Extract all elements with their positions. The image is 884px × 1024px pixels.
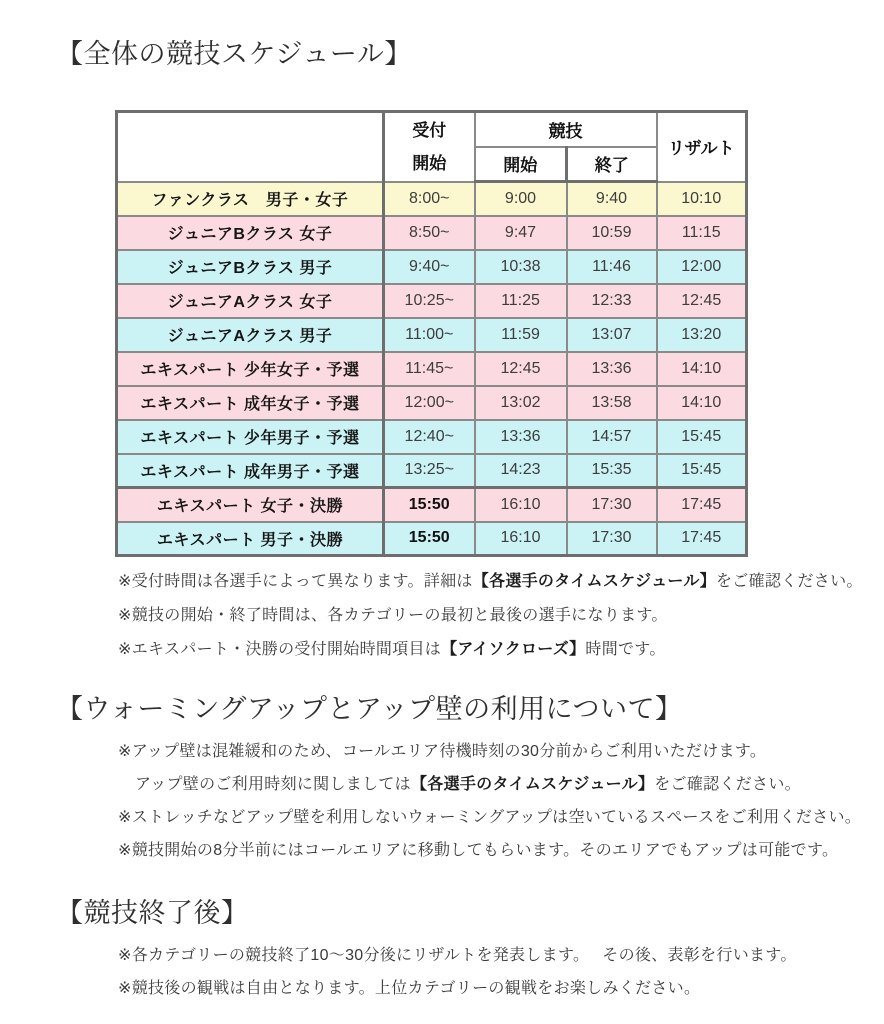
table-row xyxy=(117,284,747,318)
schedule-table-container xyxy=(115,110,884,557)
reception-start-cell: 11:45~ xyxy=(384,352,475,386)
competition-start-cell: 11:59 xyxy=(475,318,567,352)
competition-start-cell: 9:00 xyxy=(475,182,567,216)
category-cell: エキスパート 少年女子・予選 xyxy=(117,352,384,386)
category-cell: エキスパート 女子・決勝 xyxy=(117,488,384,522)
competition-start-cell: 13:02 xyxy=(475,386,567,420)
header-reception-start xyxy=(384,112,475,182)
table-row xyxy=(117,352,747,386)
competition-start-cell: 14:23 xyxy=(475,454,567,488)
reception-start-cell: 13:25~ xyxy=(384,454,475,488)
category-cell: エキスパート 成年女子・予選 xyxy=(117,386,384,420)
header-reception-line1: 受付 xyxy=(412,120,447,140)
note-text: ※競技開始の8分半前にはコールエリアに移動してもらいます。そのエリアでもアップは可能です。 xyxy=(118,842,839,859)
competition-end-cell: 13:07 xyxy=(567,318,657,352)
note-text: をご確認ください。 xyxy=(715,573,863,590)
table-row xyxy=(117,182,747,216)
after-notes xyxy=(118,939,884,1005)
category-cell: ジュニアBクラス 女子 xyxy=(117,216,384,250)
table-row xyxy=(117,488,747,522)
competition-end-cell: 10:59 xyxy=(567,216,657,250)
header-reception-line2: 開始 xyxy=(412,153,447,173)
result-cell: 12:00 xyxy=(657,250,747,284)
competition-start-cell: 12:45 xyxy=(475,352,567,386)
reception-start-cell: 12:00~ xyxy=(384,386,475,420)
table-row xyxy=(117,250,747,284)
result-cell: 11:15 xyxy=(657,216,747,250)
category-cell: ファンクラス 男子・女子 xyxy=(117,182,384,216)
result-cell: 17:45 xyxy=(657,522,747,556)
competition-start-cell: 11:25 xyxy=(475,284,567,318)
category-cell: ジュニアAクラス 女子 xyxy=(117,284,384,318)
note-text: ※アップ壁は混雑緩和のため、コールエリア待機時刻の30分前からご利用いただけます。 xyxy=(118,743,767,760)
reception-start-cell: 8:00~ xyxy=(384,182,475,216)
header-result: リザルト xyxy=(657,112,747,182)
competition-end-cell: 11:46 xyxy=(567,250,657,284)
section-after-competition xyxy=(0,895,884,1005)
header-competition-start: 開始 xyxy=(475,147,567,182)
note-free-viewing xyxy=(118,972,884,1005)
note-warmup-wall-30min xyxy=(118,735,884,768)
category-cell: エキスパート 男子・決勝 xyxy=(117,522,384,556)
competition-end-cell: 17:30 xyxy=(567,522,657,556)
reception-start-cell: 10:25~ xyxy=(384,284,475,318)
schedule-table-rows xyxy=(117,182,747,556)
section-title-overall-schedule: 【全体の競技スケジュール】 xyxy=(56,39,412,69)
table-row xyxy=(117,522,747,556)
competition-end-cell: 13:58 xyxy=(567,386,657,420)
note-text: ※競技の開始・終了時間は、各カテゴリーの最初と最後の選手になります。 xyxy=(118,607,668,624)
result-cell: 14:10 xyxy=(657,352,747,386)
table-row xyxy=(117,318,747,352)
note-warmup-wall-schedule xyxy=(118,768,884,801)
reception-start-cell: 9:40~ xyxy=(384,250,475,284)
note-text: をご確認ください。 xyxy=(654,776,801,793)
competition-end-cell: 15:35 xyxy=(567,454,657,488)
reception-start-cell: 12:40~ xyxy=(384,420,475,454)
note-text: ※ストレッチなどアップ壁を利用しないウォーミングアップは空いているスペースをご利用ください。 xyxy=(118,809,862,826)
competition-start-cell: 9:47 xyxy=(475,216,567,250)
result-cell: 14:10 xyxy=(657,386,747,420)
note-text: ※各カテゴリーの競技終了10〜30分後にリザルトを発表します。 その後、表彰を行います。 xyxy=(118,947,797,964)
schedule-table-notes xyxy=(118,565,884,667)
result-cell: 13:20 xyxy=(657,318,747,352)
warmup-notes xyxy=(118,735,884,867)
note-iso-close xyxy=(118,633,884,667)
result-cell: 15:45 xyxy=(657,420,747,454)
category-cell: エキスパート 少年男子・予選 xyxy=(117,420,384,454)
header-competition-end: 終了 xyxy=(567,147,657,182)
note-text: 時間です。 xyxy=(585,641,666,658)
competition-start-cell: 10:38 xyxy=(475,250,567,284)
section-title-warmup: 【ウォーミングアップとアップ壁の利用について】 xyxy=(56,694,683,724)
note-text: アップ壁のご利用時刻に関しましては xyxy=(135,776,411,793)
table-row xyxy=(117,216,747,250)
result-cell: 12:45 xyxy=(657,284,747,318)
table-row xyxy=(117,420,747,454)
note-result-announcement xyxy=(118,939,884,972)
competition-end-cell: 12:33 xyxy=(567,284,657,318)
reception-start-cell: 15:50 xyxy=(384,522,475,556)
note-start-end-time xyxy=(118,599,884,633)
competition-end-cell: 13:36 xyxy=(567,352,657,386)
competition-end-cell: 9:40 xyxy=(567,182,657,216)
reception-start-cell: 15:50 xyxy=(384,488,475,522)
section-title-after: 【競技終了後】 xyxy=(56,898,249,928)
note-text: ※競技後の観戦は自由となります。上位カテゴリーの観戦をお楽しみください。 xyxy=(118,980,701,997)
competition-start-cell: 13:36 xyxy=(475,420,567,454)
competition-start-cell: 16:10 xyxy=(475,522,567,556)
category-cell: エキスパート 成年男子・予選 xyxy=(117,454,384,488)
note-bold-text: 【各選手のタイムスケジュール】 xyxy=(472,573,716,590)
reception-start-cell: 11:00~ xyxy=(384,318,475,352)
competition-end-cell: 17:30 xyxy=(567,488,657,522)
table-row xyxy=(117,386,747,420)
note-bold-text: 【各選手のタイムスケジュール】 xyxy=(410,776,655,793)
competition-start-cell: 16:10 xyxy=(475,488,567,522)
note-bold-text: 【アイソクローズ】 xyxy=(441,641,586,658)
schedule-table xyxy=(115,110,748,557)
category-cell: ジュニアAクラス 男子 xyxy=(117,318,384,352)
result-cell: 10:10 xyxy=(657,182,747,216)
section-warmup xyxy=(0,691,884,867)
table-row xyxy=(117,454,747,488)
note-text: ※エキスパート・決勝の受付開始時間項目は xyxy=(118,641,442,658)
note-reception-time xyxy=(118,565,884,599)
competition-end-cell: 14:57 xyxy=(567,420,657,454)
note-text: ※受付時間は各選手によって異なります。詳細は xyxy=(118,573,473,590)
note-stretch-space xyxy=(118,801,884,834)
schedule-table-header xyxy=(117,112,747,182)
reception-start-cell: 8:50~ xyxy=(384,216,475,250)
result-cell: 15:45 xyxy=(657,454,747,488)
category-cell: ジュニアBクラス 男子 xyxy=(117,250,384,284)
note-call-area xyxy=(118,834,884,867)
blank-header-cell xyxy=(117,112,384,182)
result-cell: 17:45 xyxy=(657,488,747,522)
header-competition: 競技 xyxy=(475,112,657,147)
